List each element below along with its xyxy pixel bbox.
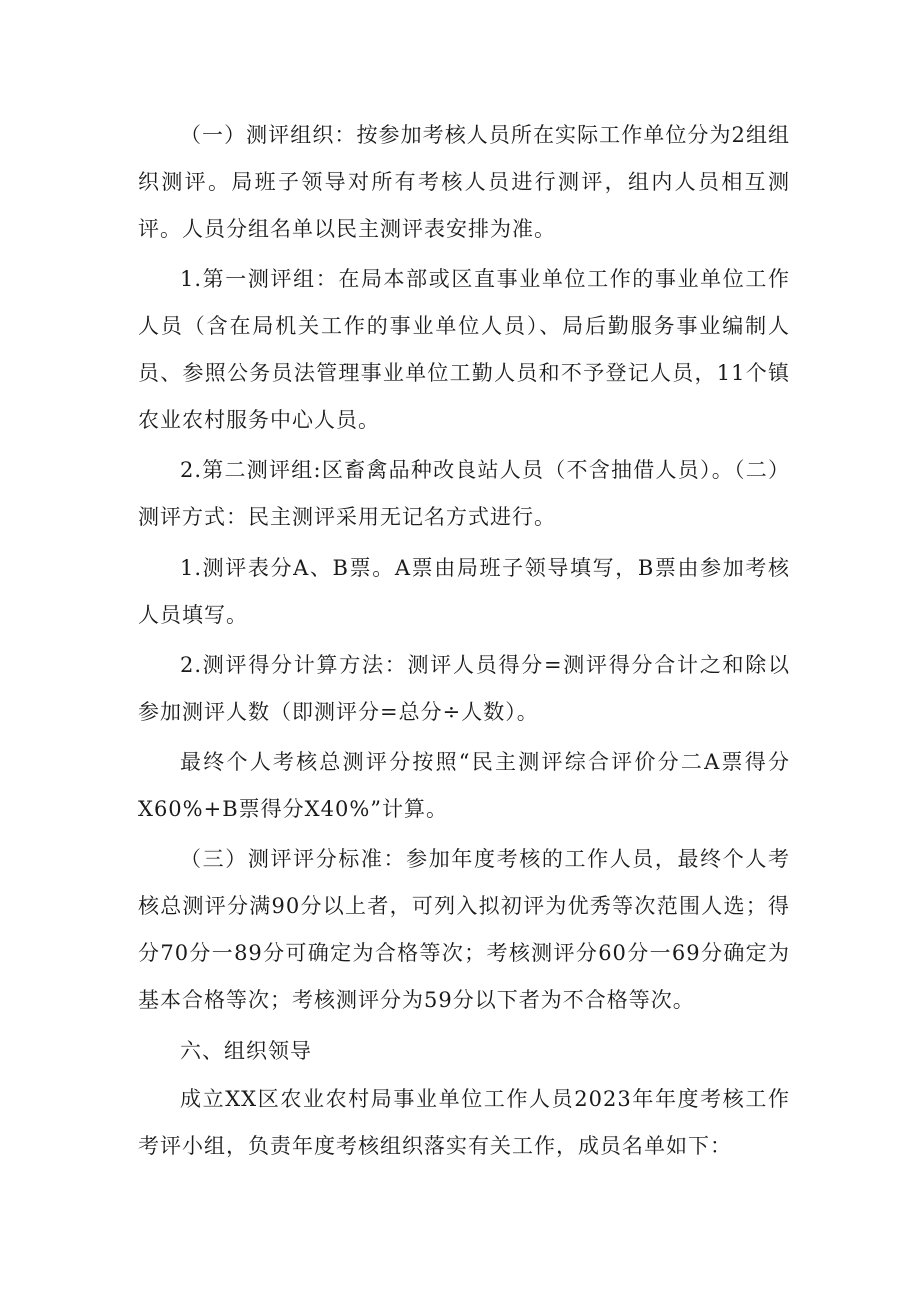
paragraph-ballot-forms: 1.测评表分A、B票。A票由局班子领导填写，B票由参加考核人员填写。 (138, 556, 790, 627)
paragraph-assessment-team: 成立XX区农业农村局事业单位工作人员2023年年度考核工作考评小组，负责年度考核组织落实有关工作，成员名单如下： (138, 1087, 790, 1158)
section-heading-organization-leadership: 六、组织领导 (180, 1039, 312, 1063)
paragraph-score-calculation: 2.测评得分计算方法：测评人员得分=测评得分合计之和除以参加测评人数（即测评分=总分÷人数）。 (138, 653, 790, 724)
paragraph-final-score: 最终个人考核总测评分按照“民主测评综合评价分二A票得分X60%+B票得分X40%”计算。 (138, 750, 790, 821)
paragraph-first-group: 1.第一测评组：在局本部或区直事业单位工作的事业单位工作人员（含在局机关工作的事业单位人员）、局后勤服务事业编制人员、参照公务员法管理事业单位工勤人员和不予登记人员，11个镇农业农村服务中心人员。 (138, 267, 790, 432)
paragraph-evaluation-organization: （一）测评组织：按参加考核人员所在实际工作单位分为2组组织测评。局班子领导对所有考核人员进行测评，组内人员相互测评。人员分组名单以民主测评表安排为准。 (138, 123, 790, 241)
paragraph-second-group: 2.第二测评组:区畜禽品种改良站人员（不含抽借人员）。（二）测评方式：民主测评采用无记名方式进行。 (138, 458, 790, 529)
paragraph-scoring-standard: （三）测评评分标准：参加年度考核的工作人员，最终个人考核总测评分满90分以上者，可列入拟初评为优秀等次范围人选；得分70分一89分可确定为合格等次；考核测评分60分一69分确定为基本合格等次；考核测评分为59分以下者为不合格等次。 (138, 847, 790, 1012)
